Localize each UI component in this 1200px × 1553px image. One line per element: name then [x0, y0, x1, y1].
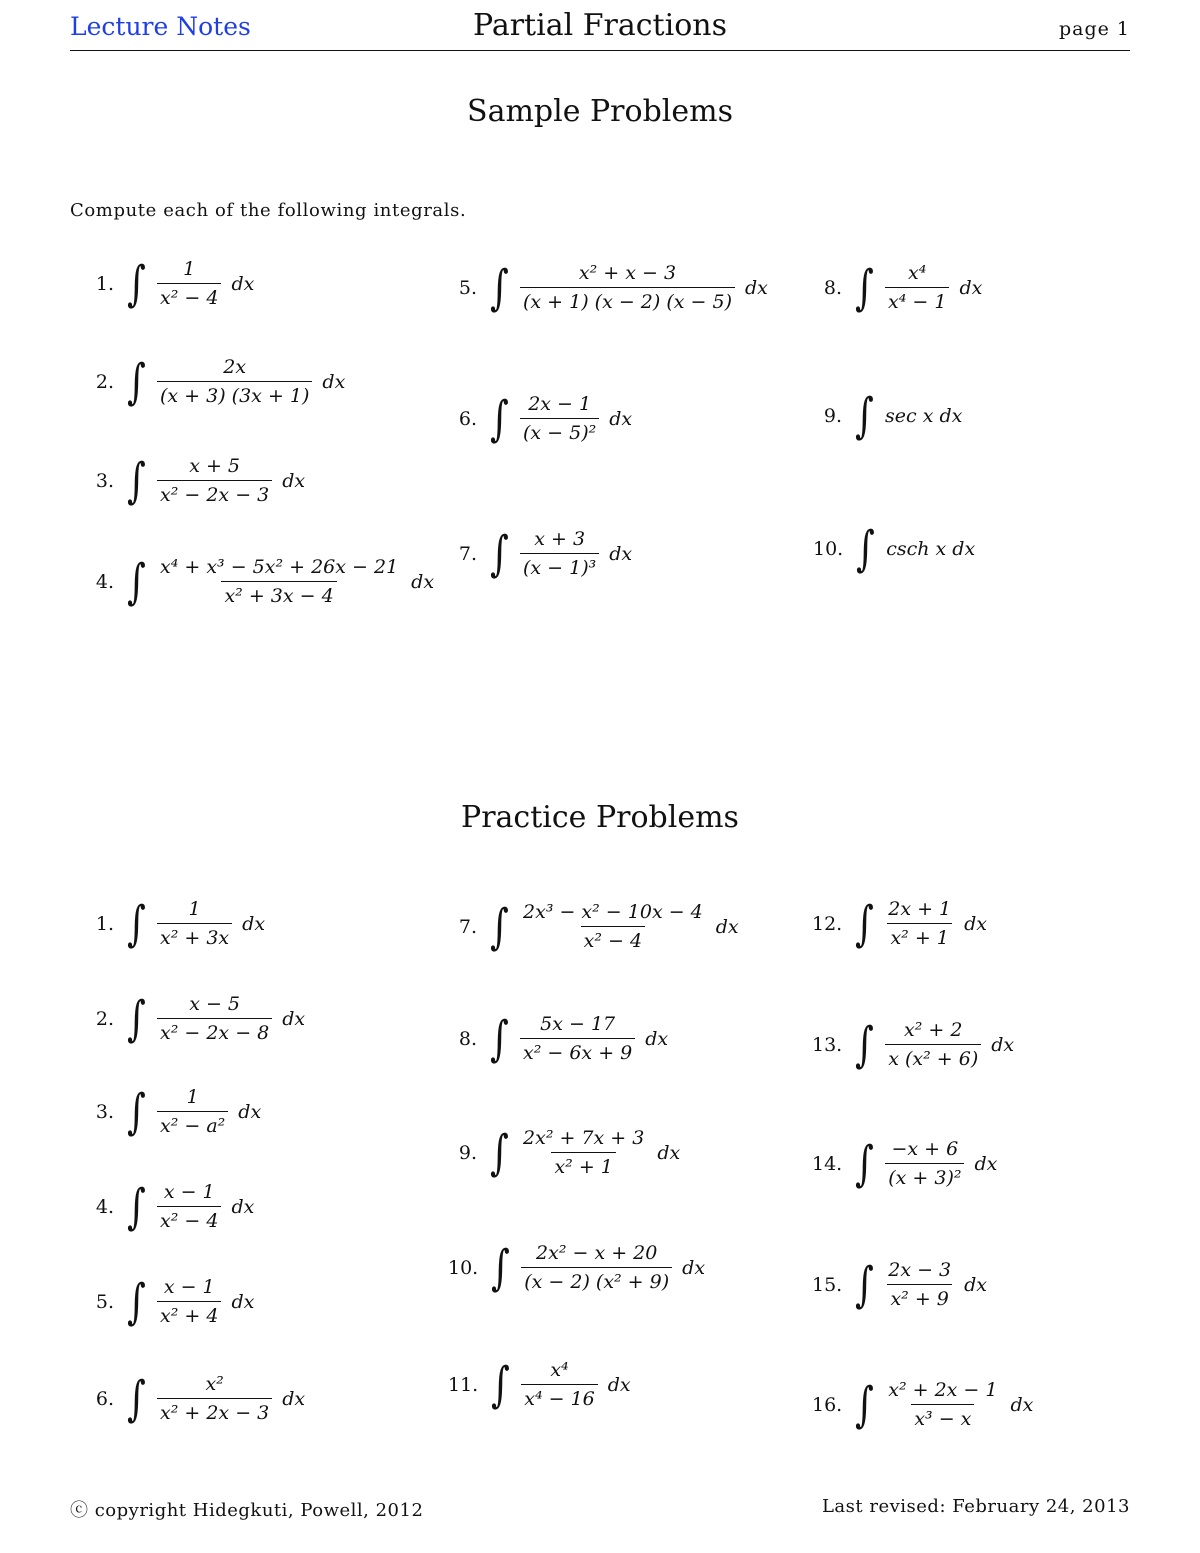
integral-sign-icon: ∫: [490, 898, 509, 955]
sample-problem: [820, 259, 983, 316]
integral-sign-icon: ∫: [490, 390, 509, 447]
practice-problem: [812, 1376, 1034, 1433]
practice-problem: [812, 1256, 988, 1313]
integral-sign-icon: ∫: [855, 1016, 875, 1073]
denominator: (x − 2) (x² + 9): [521, 1267, 672, 1293]
integral-sign-icon: ∫: [491, 1356, 511, 1413]
integral-sign-icon: ∫: [127, 895, 146, 952]
fraction: [520, 1127, 647, 1178]
header-course-label: Lecture Notes: [70, 12, 251, 41]
fraction: [885, 1138, 964, 1189]
integral-sign-icon: ∫: [855, 388, 874, 444]
problem-number: 9.: [458, 1141, 477, 1164]
problem-number: 4.: [95, 1195, 114, 1218]
differential: dx: [1010, 1393, 1034, 1416]
numerator: x² + x − 3: [578, 262, 677, 284]
numerator: x⁴: [550, 1359, 569, 1381]
denominator: x² + 3x − 4: [221, 581, 336, 607]
fraction: [520, 393, 599, 444]
integral-sign-icon: ∫: [127, 255, 146, 312]
fraction: [157, 258, 221, 309]
integral-sign-icon: ∫: [855, 259, 874, 316]
practice-problem: [92, 1178, 255, 1235]
fraction: [520, 528, 599, 579]
denominator: x² + 1: [887, 923, 951, 949]
integral-sign-icon: ∫: [490, 1124, 509, 1181]
denominator: x⁴ − 16: [521, 1384, 598, 1410]
practice-problem: [92, 990, 306, 1047]
differential: dx: [657, 1141, 681, 1164]
problem-number: 3.: [95, 469, 114, 492]
last-revised: Last revised: February 24, 2013: [821, 1496, 1130, 1517]
differential: dx: [282, 469, 306, 492]
problem-number: 6.: [95, 1387, 114, 1410]
numerator: 2x³ − x² − 10x − 4: [523, 901, 703, 923]
differential: dx: [959, 276, 983, 299]
integral-sign-icon: ∫: [491, 1239, 511, 1296]
practice-problem: [455, 898, 739, 955]
problem-number: 12.: [812, 912, 843, 935]
page-number: page 1: [1058, 18, 1130, 40]
integral-sign-icon: ∫: [127, 1178, 146, 1235]
problem-number: 13.: [812, 1033, 843, 1056]
differential: dx: [744, 276, 768, 299]
numerator: 2x − 3: [888, 1259, 952, 1281]
problem-number: 7.: [458, 915, 477, 938]
numerator: x − 1: [163, 1181, 215, 1203]
denominator: x³ − x: [911, 1404, 974, 1430]
integral-sign-icon: ∫: [855, 1135, 875, 1192]
problem-number: 16.: [812, 1393, 843, 1416]
sample-section-title: Sample Problems: [467, 94, 733, 129]
problem-number: 10.: [813, 538, 844, 560]
sample-problem: [820, 388, 963, 444]
numerator: 1: [183, 258, 196, 280]
sample-problem: [455, 259, 768, 316]
fraction: [885, 898, 954, 949]
denominator: x⁴ − 1: [885, 287, 949, 313]
problem-number: 14.: [812, 1152, 843, 1175]
denominator: x² + 1: [551, 1152, 615, 1178]
numerator: x − 5: [189, 993, 241, 1015]
integral-sign-icon: ∫: [490, 1010, 509, 1067]
practice-section-title: Practice Problems: [461, 800, 739, 835]
integral-sign-icon: ∫: [127, 990, 146, 1047]
denominator: x² − 4: [157, 283, 221, 309]
problem-number: 9.: [823, 405, 842, 427]
differential: dx: [231, 1195, 255, 1218]
numerator: x⁴: [908, 262, 927, 284]
fraction: [157, 1276, 221, 1327]
integral-sign-icon: ∫: [855, 1376, 875, 1433]
integral-sign-icon: ∫: [490, 259, 509, 316]
differential: dx: [322, 370, 346, 393]
practice-problem: [92, 895, 266, 952]
fraction: [521, 1242, 672, 1293]
practice-problem: [812, 1016, 1015, 1073]
integral-sign-icon: ∫: [127, 452, 146, 509]
practice-problem: [448, 1239, 706, 1296]
differential: dx: [231, 1290, 255, 1313]
practice-problem: [448, 1356, 631, 1413]
problem-number: 4.: [95, 570, 114, 593]
numerator: x² + 2x − 1: [888, 1379, 998, 1401]
problem-number: 5.: [458, 276, 477, 299]
numerator: x²: [205, 1373, 224, 1395]
integral-sign-icon: ∫: [127, 1370, 146, 1427]
integral-sign-icon: ∫: [855, 1256, 875, 1313]
integral-sign-icon: ∫: [856, 521, 876, 577]
problem-number: 3.: [95, 1100, 114, 1123]
fraction: [520, 262, 735, 313]
numerator: 2x² + 7x + 3: [523, 1127, 645, 1149]
practice-problem: [812, 895, 988, 952]
denominator: (x − 1)³: [520, 553, 599, 579]
differential: dx: [607, 1373, 631, 1396]
practice-problem: [812, 1135, 998, 1192]
fraction: [520, 901, 706, 952]
numerator: 2x: [223, 356, 247, 378]
practice-problem: [92, 1083, 262, 1140]
practice-problem: [455, 1124, 681, 1181]
fraction: [157, 1086, 228, 1137]
problem-number: 15.: [812, 1273, 843, 1296]
problem-number: 1.: [95, 272, 114, 295]
fraction: [157, 455, 272, 506]
problem-number: 6.: [458, 407, 477, 430]
numerator: 1: [186, 1086, 199, 1108]
denominator: x² − 4: [581, 926, 645, 952]
sample-problem: [92, 452, 306, 509]
fraction: [157, 556, 401, 607]
problem-number: 1.: [95, 912, 114, 935]
denominator: x (x² + 6): [885, 1044, 981, 1070]
differential: dx: [282, 1007, 306, 1030]
integral-sign-icon: ∫: [855, 895, 875, 952]
differential: dx: [964, 912, 988, 935]
fraction: [885, 1019, 981, 1070]
differential: dx: [609, 407, 633, 430]
sample-problem: [92, 353, 346, 410]
fraction: [157, 898, 232, 949]
integral-sign-icon: ∫: [127, 553, 146, 610]
denominator: (x + 3) (3x + 1): [157, 381, 312, 407]
numerator: 2x + 1: [888, 898, 952, 920]
numerator: x² + 2: [904, 1019, 963, 1041]
numerator: x⁴ + x³ − 5x² + 26x − 21: [160, 556, 399, 578]
fraction: [157, 1181, 221, 1232]
denominator: (x + 1) (x − 2) (x − 5): [520, 287, 735, 313]
differential: dx: [238, 1100, 262, 1123]
denominator: x² − 2x − 8: [157, 1018, 272, 1044]
numerator: x − 1: [163, 1276, 215, 1298]
copyright-notice: ⓒ copyright Hidegkuti, Powell, 2012: [70, 1500, 424, 1521]
differential: dx: [645, 1027, 669, 1050]
differential: dx: [715, 915, 739, 938]
differential: dx: [682, 1256, 706, 1279]
integral-sign-icon: ∫: [127, 1273, 146, 1330]
practice-problem: [455, 1010, 669, 1067]
denominator: (x − 5)²: [520, 418, 599, 444]
problem-number: 2.: [95, 1007, 114, 1030]
denominator: (x + 3)²: [885, 1163, 964, 1189]
header-rule: [70, 50, 1130, 51]
fraction: [520, 1013, 635, 1064]
numerator: −x + 6: [891, 1138, 959, 1160]
differential: dx: [411, 570, 435, 593]
differential: dx: [991, 1033, 1015, 1056]
sample-problem: [813, 521, 976, 577]
numerator: x + 5: [189, 455, 241, 477]
sample-problem: [92, 553, 435, 610]
fraction: [885, 262, 949, 313]
differential: dx: [609, 542, 633, 565]
fraction: [157, 1373, 272, 1424]
problem-number: 8.: [823, 276, 842, 299]
denominator: x² + 2x − 3: [157, 1398, 272, 1424]
integral-sign-icon: ∫: [490, 525, 509, 582]
practice-problem: [92, 1370, 306, 1427]
differential: dx: [231, 272, 255, 295]
denominator: x² − 4: [157, 1206, 221, 1232]
problem-number: 2.: [95, 370, 114, 393]
denominator: x² − 6x + 9: [520, 1038, 635, 1064]
denominator: x² + 3x: [157, 923, 232, 949]
numerator: 5x − 17: [540, 1013, 616, 1035]
problem-number: 10.: [448, 1256, 479, 1279]
differential: dx: [282, 1387, 306, 1410]
integrand: csch x dx: [886, 538, 976, 560]
fraction: [157, 993, 272, 1044]
problem-number: 7.: [458, 542, 477, 565]
denominator: x² − 2x − 3: [157, 480, 272, 506]
denominator: x² + 4: [157, 1301, 221, 1327]
sample-problem: [455, 390, 633, 447]
header-title: Partial Fractions: [472, 8, 727, 43]
fraction: [885, 1259, 954, 1310]
instruction-text: Compute each of the following integrals.: [70, 200, 467, 221]
integral-sign-icon: ∫: [127, 1083, 146, 1140]
practice-problem: [92, 1273, 255, 1330]
numerator: x + 3: [534, 528, 586, 550]
sample-problem: [455, 525, 633, 582]
problem-number: 5.: [95, 1290, 114, 1313]
differential: dx: [974, 1152, 998, 1175]
denominator: x² + 9: [887, 1284, 951, 1310]
integral-sign-icon: ∫: [127, 353, 146, 410]
numerator: 1: [188, 898, 201, 920]
problem-number: 11.: [448, 1373, 479, 1396]
sample-problem: [92, 255, 255, 312]
problem-number: 8.: [458, 1027, 477, 1050]
numerator: 2x − 1: [528, 393, 592, 415]
numerator: 2x² − x + 20: [536, 1242, 658, 1264]
integrand: sec x dx: [885, 405, 963, 427]
fraction: [157, 356, 312, 407]
differential: dx: [242, 912, 266, 935]
denominator: x² − a²: [157, 1111, 228, 1137]
fraction: [885, 1379, 1000, 1430]
fraction: [521, 1359, 598, 1410]
differential: dx: [964, 1273, 988, 1296]
